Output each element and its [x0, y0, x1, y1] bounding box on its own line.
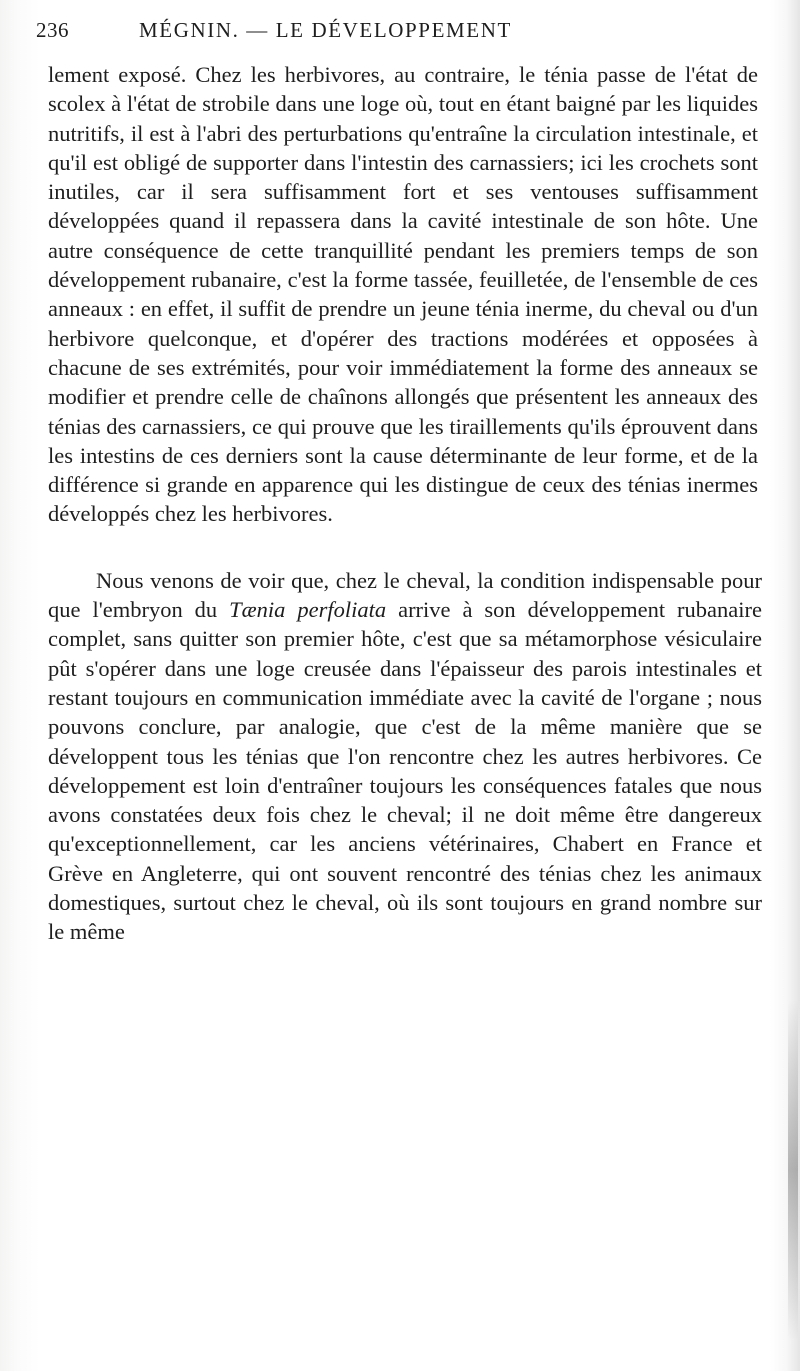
page-header [36, 18, 756, 58]
paragraph-taenia-perfoliata [48, 566, 762, 947]
page-number: 236 [36, 18, 69, 42]
paragraph-text-after-species: arrive à son développement rubanaire complet, sans quitter son premier hôte, c'est que sa métamorphose vésiculaire pût s'opérer dans une loge creusée dans l'épaisseur des parois intestinales et restant toujours en communication immédiate avec la cavité de l'organe ; nous pouvons conclure, par analogie, que c'est de la même manière que se développent tous les ténias que l'on rencontre chez les autres herbivores. Ce développement est loin d'entraîner toujours les conséquences fatales que nous avons constatées deux fois chez le cheval; il ne doit même être dangereux qu'exceptionnellement, car les anciens vétérinaires, Chabert en France et Grève en Angleterre, qui ont souvent rencontré des ténias chez les animaux domestiques, surtout chez le cheval, où ils sont toujours en grand nombre sur le même [48, 597, 762, 945]
paragraph-continuation: lement exposé. Chez les herbivores, au contraire, le ténia passe de l'état de scolex à l'état de strobile dans une loge où, tout en étant baigné par les liquides nutritifs, il est à l'abri des perturbations qu'entraîne la circulation intestinale, et qu'il est obligé de supporter dans l'intestin des carnassiers; ici les crochets sont inutiles, car il sera suffisamment fort et ses ventouses suffisamment développées quand il repassera dans la cavité intestinale de son hôte. Une autre conséquence de cette tranquillité pendant les premiers temps de son développement rubanaire, c'est la forme tassée, feuilletée, de l'ensemble de ces anneaux : en effet, il suffit de prendre un jeune ténia inerme, du cheval ou d'un herbivore quelconque, et d'opérer des tractions modérées et opposées à chacune de ses extrémités, pour voir immédiatement la forme des anneaux se modifier et prendre celle de chaînons allongés que présentent les anneaux des ténias des carnassiers, ce qui prouve que les tiraillements qu'ils éprouvent dans les intestins de ces derniers sont la cause déterminante de leur forme, et de la différence si grande en apparence qui les distingue de ceux des ténias inermes développés chez les herbivores. [48, 62, 758, 527]
body-text [48, 60, 762, 947]
running-head: MÉGNIN. — LE DÉVELOPPEMENT [139, 18, 512, 42]
species-name: Tænia perfoliata [229, 597, 387, 623]
page-edge-mark [788, 1000, 798, 1340]
paragraph-text-before-species: Nous venons de voir que, chez le cheval, la condition indispensable pour que l'embryon du [48, 567, 762, 623]
